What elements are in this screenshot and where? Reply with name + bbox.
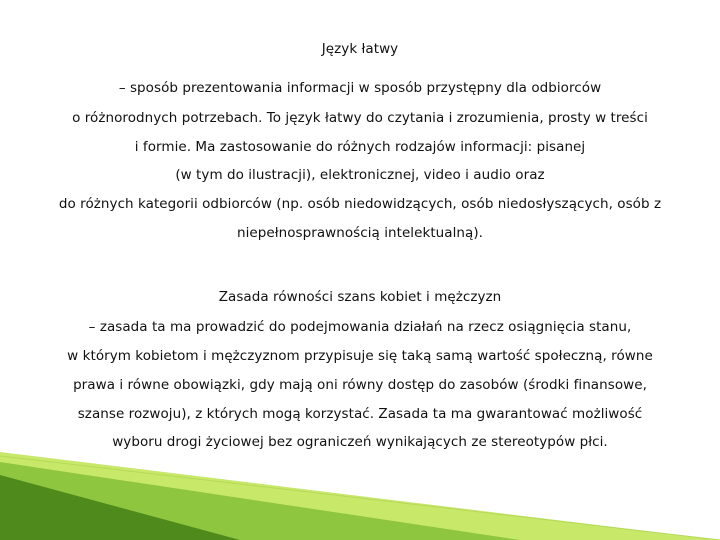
section-2-line-5: wyboru drogi życiowej bez ograniczeń wynikających ze stereotypów płci. <box>112 434 608 450</box>
section-2-line-3: prawa i równe obowiązki, gdy mają oni równy dostęp do zasobów (środki finansowe, <box>73 377 647 393</box>
section-2-line-1: – zasada ta ma prowadzić do podejmowania działań na rzecz osiągnięcia stanu, <box>88 319 632 335</box>
swoosh-dark-band <box>0 475 240 540</box>
section-1-title: Język łatwy <box>321 41 399 57</box>
swoosh-mid-band <box>0 462 520 540</box>
swoosh-light-band <box>0 452 720 540</box>
section-1-line-1: – sposób prezentowania informacji w sposób przystępny dla odbiorców <box>118 80 602 96</box>
section-1-line-4: (w tym do ilustracji), elektronicznej, video i audio oraz <box>175 167 545 183</box>
swoosh-edge-line <box>0 456 720 540</box>
section-1-line-3: i formie. Ma zastosowanie do różnych rodzajów informacji: pisanej <box>134 139 586 155</box>
section-1-line-6: niepełnosprawnością intelektualną). <box>237 225 483 241</box>
section-2-line-2: w którym kobietom i mężczyznom przypisuje się taką samą wartość społeczną, równe <box>67 348 653 364</box>
section-1-line-5: do różnych kategorii odbiorców (np. osób niedowidzących, osób niedosłyszących, osób z <box>58 196 662 212</box>
section-2-line-4: szanse rozwoju), z których mogą korzystać. Zasada ta ma gwarantować możliwość <box>77 406 643 422</box>
section-1-line-2: o różnorodnych potrzebach. To język łatwy do czytania i zrozumienia, prosty w treści <box>72 110 648 126</box>
section-2-title: Zasada równości szans kobiet i mężczyzn <box>218 289 502 305</box>
